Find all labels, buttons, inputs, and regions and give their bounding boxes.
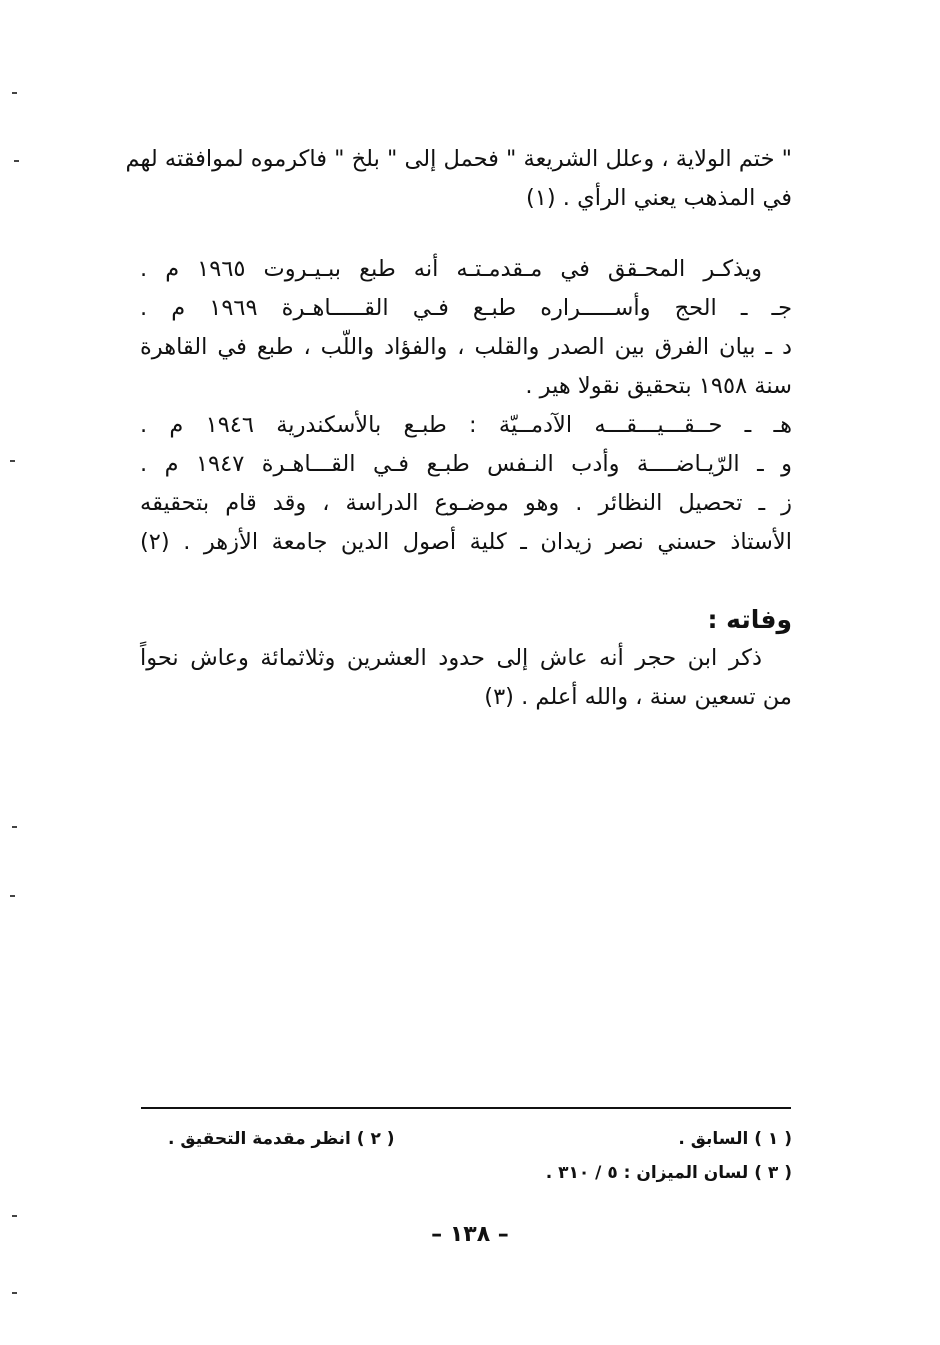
page-number: – ١٣٨ –	[431, 1222, 509, 1247]
text-line: ز ـ تحصيل النظائر . وهو موضـوع الدراسة ، وقد قام بتحقيقه	[140, 490, 792, 516]
footnote-divider	[141, 1107, 791, 1109]
footnote-row	[140, 1156, 792, 1190]
text-line: " ختم الولاية ، وعلل الشريعة " فحمل إلى " بلخ " فاكرموه لموافقته لهم	[125, 146, 792, 172]
footnotes	[140, 1122, 792, 1190]
scan-speck	[12, 826, 17, 828]
text-line: و ـ الرّيـاضــــة وأدب النـفس طبـع فـي القـــاهـرة ١٩٤٧ م .	[140, 451, 792, 477]
paragraph-1	[125, 140, 792, 218]
footnote-3: ( ٣ ) لسان الميزان : ٥ / ٣١٠ .	[545, 1163, 792, 1183]
text-line: د ـ بيان الفرق بين الصدر والقلب ، والفؤاد واللّب ، طبع في القاهرة	[140, 334, 792, 360]
main-text	[125, 140, 792, 717]
text-line: سنة ١٩٥٨ بتحقيق نقولا هير .	[525, 373, 792, 399]
scan-speck	[12, 1215, 17, 1217]
paragraph-3	[140, 639, 792, 717]
scan-speck	[14, 160, 19, 162]
scan-speck	[10, 460, 15, 462]
paragraph-2	[140, 250, 792, 562]
text-line: ويذكـر المحـقق في مـقدمـتـه أنه طبع ببـيـروت ١٩٦٥ م .	[140, 256, 762, 282]
text-line: في المذهب يعني الرأي . (١)	[525, 185, 792, 211]
footnote-2: ( ٢ ) انظر مقدمة التحقيق .	[168, 1129, 395, 1149]
text-line: ذكر ابن حجر أنه عاش إلى حدود العشرين وثلاثمائة وعاش نحواً	[140, 645, 762, 671]
text-line: جـ ـ الحج وأســـــراره طبـع فـي القـــــاهـرة ١٩٦٩ م .	[140, 295, 792, 321]
text-line: هـ ـ حــقـــيـــقـــه الآدمــيّة : طبـع بالأسكندرية ١٩٤٦ م .	[140, 412, 792, 438]
text-line: الأستاذ حسني نصر زيدان ـ كلية أصول الدين جامعة الأزهر . (٢)	[140, 529, 792, 555]
footnote-1: ( ١ ) السابق .	[678, 1129, 792, 1149]
footnote-row	[140, 1122, 792, 1156]
scan-speck	[10, 895, 15, 897]
scan-speck	[12, 1292, 17, 1294]
text-line: من تسعين سنة ، والله أعلم . (٣)	[484, 684, 792, 710]
scan-speck	[12, 92, 17, 94]
section-heading: وفاته :	[707, 605, 792, 634]
